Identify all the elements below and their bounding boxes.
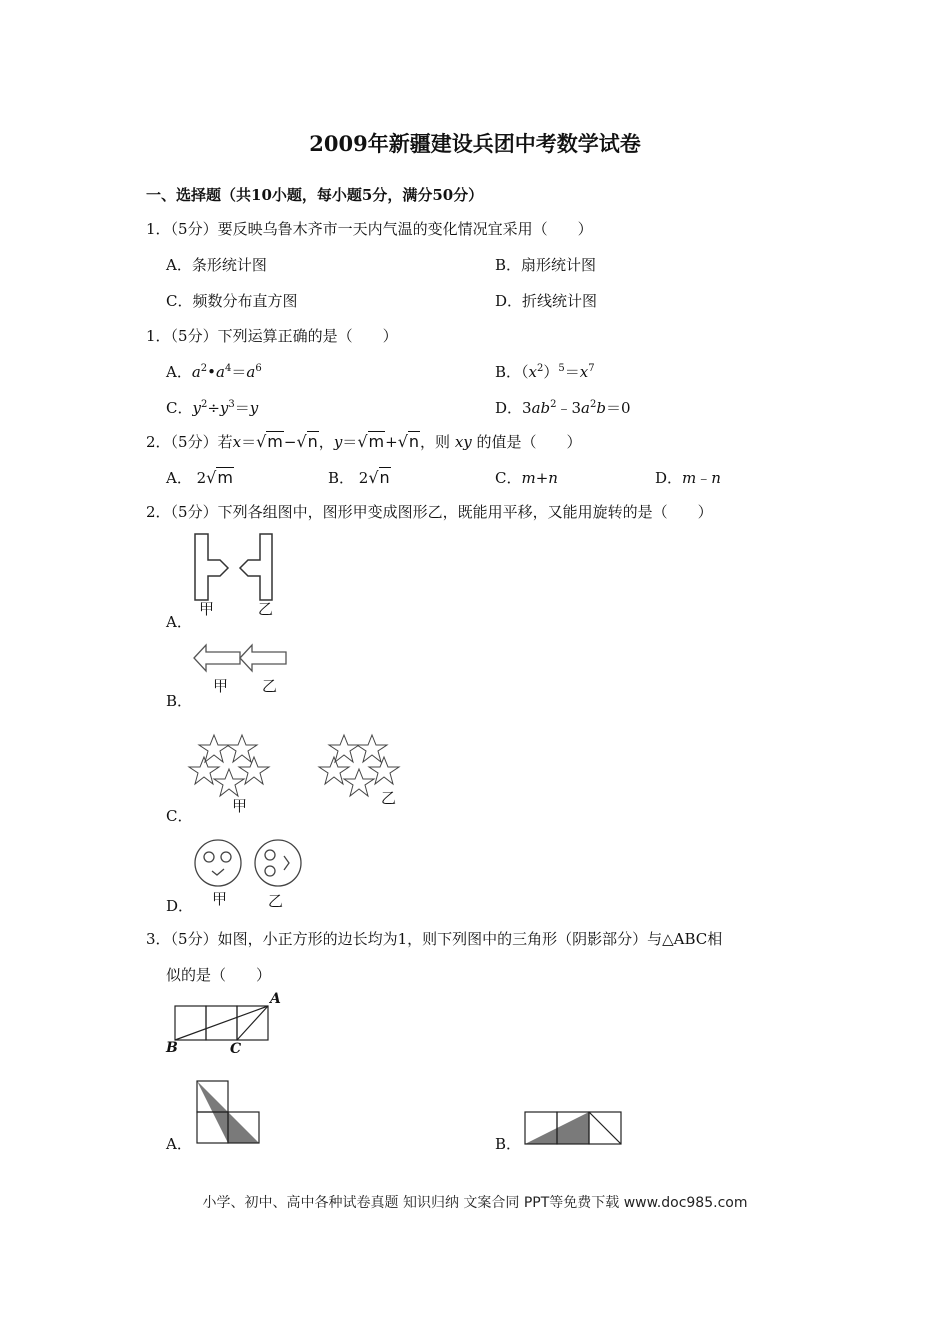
q3-option-b-label: B．: [495, 1135, 522, 1153]
label-jia: 甲: [213, 677, 229, 695]
question-text: （5分）下列各组图中，图形甲变成图形乙，既能用平移，又能用旋转的是（ ）: [170, 503, 713, 521]
q1b-option-b: B．$(x^2)^5=x^7$: [495, 363, 595, 381]
page-footer: 小学、初中、高中各种试卷真题 知识归纳 文案合同 PPT等免费下载 www.doc985.com: [202, 1195, 748, 1211]
q1b-option-c: C．$y^2\div y^3=y$: [166, 399, 259, 417]
question-text-post: 的值是（ ）: [476, 433, 582, 451]
q3-option-a-label: A．: [166, 1135, 192, 1153]
label-yi: 乙: [262, 677, 278, 695]
q1b-option-a: A．$a^2•a^4=a^6$: [166, 363, 262, 381]
point-label-c: C: [230, 1041, 242, 1057]
q2-option-a: A． 2√m: [166, 468, 233, 487]
q1-option-d: D．折线统计图: [495, 292, 598, 310]
option-label: B．: [328, 469, 355, 487]
section-heading: 一、选择题（共10小题，每小题5分，满分50分）: [146, 186, 484, 204]
question-number: 1．: [146, 220, 171, 238]
question-2b: [146, 501, 713, 522]
question-1b: [146, 325, 398, 346]
question-text-pre: （5分）若: [170, 433, 233, 451]
q2-option-b: B． 2√n: [328, 468, 390, 487]
q1-option-b: B．扇形统计图: [495, 256, 597, 274]
label-jia: 甲: [232, 797, 248, 815]
option-label: A．: [166, 363, 192, 381]
option-label: C．: [495, 469, 522, 487]
q3-figure-b: [523, 1110, 625, 1148]
q1b-option-d: D．$3ab^2﹣3a^2b=0$: [495, 399, 631, 417]
q2b-figure-b: [192, 643, 292, 673]
q2b-option-a-label: A．: [166, 613, 192, 631]
question-number: 2．: [146, 433, 171, 451]
q1-option-a: A．条形统计图: [166, 256, 267, 274]
question-2: 2．（5分）若x＝√m−√n，y＝√m+√n，则 xy 的值是（ ）: [146, 432, 582, 451]
point-label-a: A: [270, 991, 281, 1007]
q2b-figure-c: [192, 733, 412, 803]
q2-option-d: D．m﹣n: [655, 469, 721, 487]
question-1: [146, 218, 593, 239]
label-jia: 甲: [199, 600, 215, 618]
question-text: （5分）下列运算正确的是（ ）: [170, 327, 398, 345]
q2b-option-c-label: C．: [166, 807, 193, 825]
q2-option-c: C．m+n: [495, 469, 558, 487]
q2b-option-b-label: B．: [166, 692, 193, 710]
q3-reference-figure: [165, 994, 285, 1054]
label-yi: 乙: [381, 789, 397, 807]
option-label: B．: [495, 363, 522, 381]
label-jia: 甲: [212, 890, 228, 908]
question-number: 3．: [146, 930, 171, 948]
q2b-figure-d: [193, 838, 308, 888]
question-text: （5分）要反映乌鲁木齐市一天内气温的变化情况宜采用（ ）: [170, 220, 593, 238]
option-label: C．: [166, 399, 193, 417]
label-yi: 乙: [258, 600, 274, 618]
q2b-option-d-label: D．: [166, 897, 194, 915]
point-label-b: B: [166, 1040, 178, 1056]
q1-option-c: C．频数分布直方图: [166, 292, 298, 310]
option-label: D．: [495, 399, 523, 417]
question-3: [146, 928, 722, 949]
question-number: 2．: [146, 503, 171, 521]
option-label: A．: [166, 469, 192, 487]
option-label: D．: [655, 469, 683, 487]
question-3-cont: 似的是（ ）: [166, 966, 272, 984]
q3-figure-a: [195, 1079, 265, 1149]
question-number: 1．: [146, 327, 171, 345]
question-text: （5分）如图，小正方形的边长均为1，则下列图中的三角形（阴影部分）与△ABC相: [170, 930, 723, 948]
label-yi: 乙: [268, 892, 284, 910]
page-title: 2009年新疆建设兵团中考数学试卷: [309, 131, 641, 156]
